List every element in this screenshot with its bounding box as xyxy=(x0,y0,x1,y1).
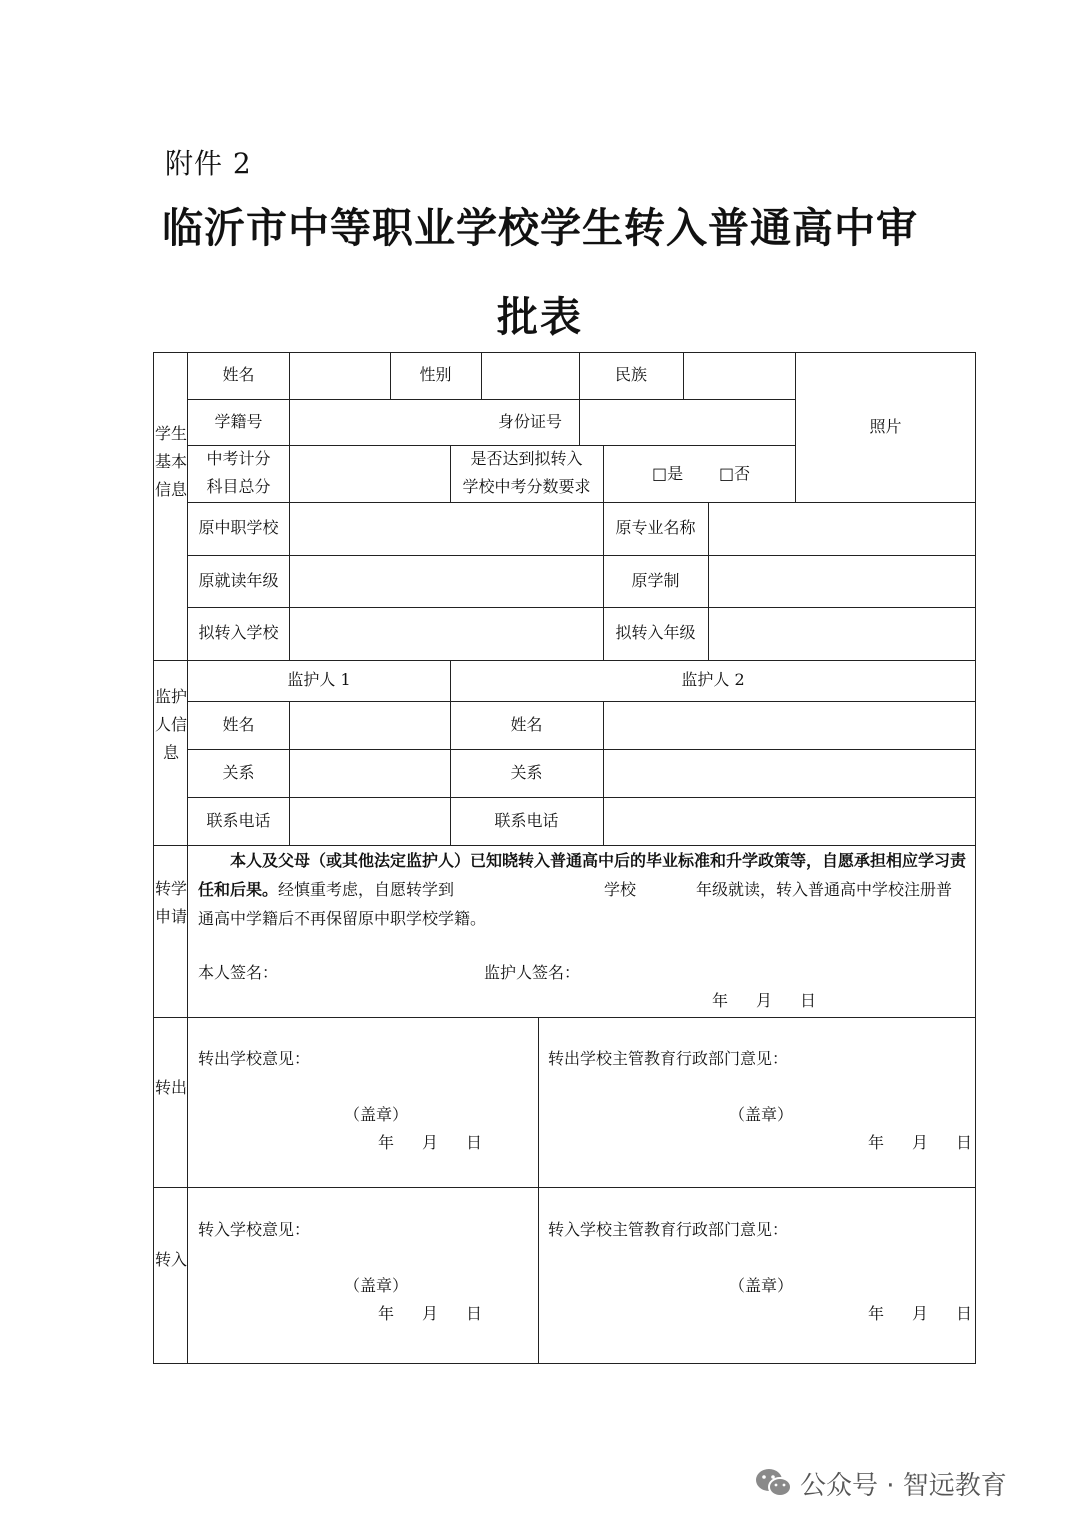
guardian2-phone-label: 联系电话 xyxy=(494,811,559,830)
section-label-student-info: 学生基本信息 xyxy=(154,424,187,499)
in-dept-date: 年 月 日 xyxy=(868,1304,973,1323)
row-divider xyxy=(188,399,796,400)
section-label-transfer-in: 转入 xyxy=(154,1250,187,1269)
ethnicity-label: 民族 xyxy=(614,365,647,384)
in-school-opinion-label: 转入学校意见： xyxy=(198,1220,311,1239)
score-label-line2: 科目总分 xyxy=(206,477,271,496)
section-divider xyxy=(153,1187,976,1188)
orig-school-label: 原中职学校 xyxy=(198,518,279,537)
guardian1-header: 监护人 1 xyxy=(287,670,351,689)
declaration-bold-text: 本人及父母（或其他法定监护人）已知晓转入普通高中后的毕业标准和升学政策等，自愿承担相应学习责任和后果。 xyxy=(198,851,967,899)
out-dept-date: 年 月 日 xyxy=(868,1133,973,1152)
photo-label: 照片 xyxy=(869,417,902,436)
guardian2-header: 监护人 2 xyxy=(681,670,745,689)
row-divider xyxy=(188,749,976,750)
watermark-text: 公众号 · 智远教育 xyxy=(800,1471,1007,1501)
target-grade-label: 拟转入年级 xyxy=(615,623,696,642)
form-title-line1: 临沂市中等职业学校学生转入普通高中审 xyxy=(162,204,918,252)
col-divider xyxy=(538,1017,539,1364)
attachment-label: 附件 2 xyxy=(165,147,252,180)
row-divider xyxy=(188,701,976,702)
out-dept-seal: （盖章） xyxy=(729,1105,794,1124)
score-label-line1: 中考计分 xyxy=(206,449,271,468)
row-divider xyxy=(188,797,976,798)
wechat-icon xyxy=(754,1466,794,1500)
col-divider xyxy=(289,352,290,660)
orig-major-label: 原专业名称 xyxy=(615,518,696,537)
row-divider xyxy=(188,502,976,503)
row-divider xyxy=(188,607,976,608)
id-card-label: 身份证号 xyxy=(497,412,562,431)
transfer-declaration xyxy=(198,846,968,933)
meets-requirement-label-line1: 是否达到拟转入 xyxy=(470,449,583,468)
col-divider xyxy=(481,352,482,399)
section-divider xyxy=(153,660,976,661)
in-dept-opinion-label: 转入学校主管教育行政部门意见： xyxy=(548,1220,789,1239)
col-divider xyxy=(683,352,684,399)
col-divider xyxy=(289,701,290,845)
section-label-transfer-out: 转出 xyxy=(154,1078,187,1097)
out-school-seal: （盖章） xyxy=(344,1105,409,1124)
out-school-opinion-label: 转出学校意见： xyxy=(198,1049,311,1068)
name-label: 姓名 xyxy=(222,365,255,384)
in-school-date: 年 月 日 xyxy=(378,1304,483,1323)
col-divider xyxy=(708,502,709,660)
out-dept-opinion-label: 转出学校主管教育行政部门意见： xyxy=(548,1049,789,1068)
guardian2-name-label: 姓名 xyxy=(510,715,543,734)
guardian1-phone-label: 联系电话 xyxy=(206,811,271,830)
orig-system-label: 原学制 xyxy=(631,571,680,590)
out-school-date: 年 月 日 xyxy=(378,1133,483,1152)
self-signature-label: 本人签名： xyxy=(198,963,279,982)
section-divider xyxy=(153,1017,976,1018)
apply-date: 年 月 日 xyxy=(712,991,817,1010)
guardian-signature-label: 监护人签名： xyxy=(484,963,581,982)
in-school-seal: （盖章） xyxy=(344,1276,409,1295)
section-label-guardian-info: 监护人信息 xyxy=(154,687,187,762)
guardian1-relation-label: 关系 xyxy=(222,763,255,782)
option-no-checkbox[interactable]: □否 xyxy=(719,464,751,483)
section-label-transfer-apply: 转学申请 xyxy=(154,879,187,926)
declaration-school-word: 学校 xyxy=(604,880,637,899)
target-school-label: 拟转入学校 xyxy=(198,623,279,642)
option-yes-checkbox[interactable]: □是 xyxy=(652,464,684,483)
guardian1-name-label: 姓名 xyxy=(222,715,255,734)
guardian2-relation-label: 关系 xyxy=(510,763,543,782)
orig-grade-label: 原就读年级 xyxy=(198,571,279,590)
gender-label: 性别 xyxy=(419,365,452,384)
declaration-text-b: 年级就读，转入普通高中学校注册普通高中学籍后不再保留原中职学校学籍。 xyxy=(198,880,953,928)
student-id-label: 学籍号 xyxy=(214,412,263,431)
col-divider xyxy=(603,701,604,845)
form-title-line2: 批表 xyxy=(497,293,583,341)
row-divider xyxy=(188,555,976,556)
meets-requirement-label-line2: 学校中考分数要求 xyxy=(462,477,591,496)
in-dept-seal: （盖章） xyxy=(729,1276,794,1295)
declaration-text-a: 经慎重考虑，自愿转学到 xyxy=(278,880,455,899)
